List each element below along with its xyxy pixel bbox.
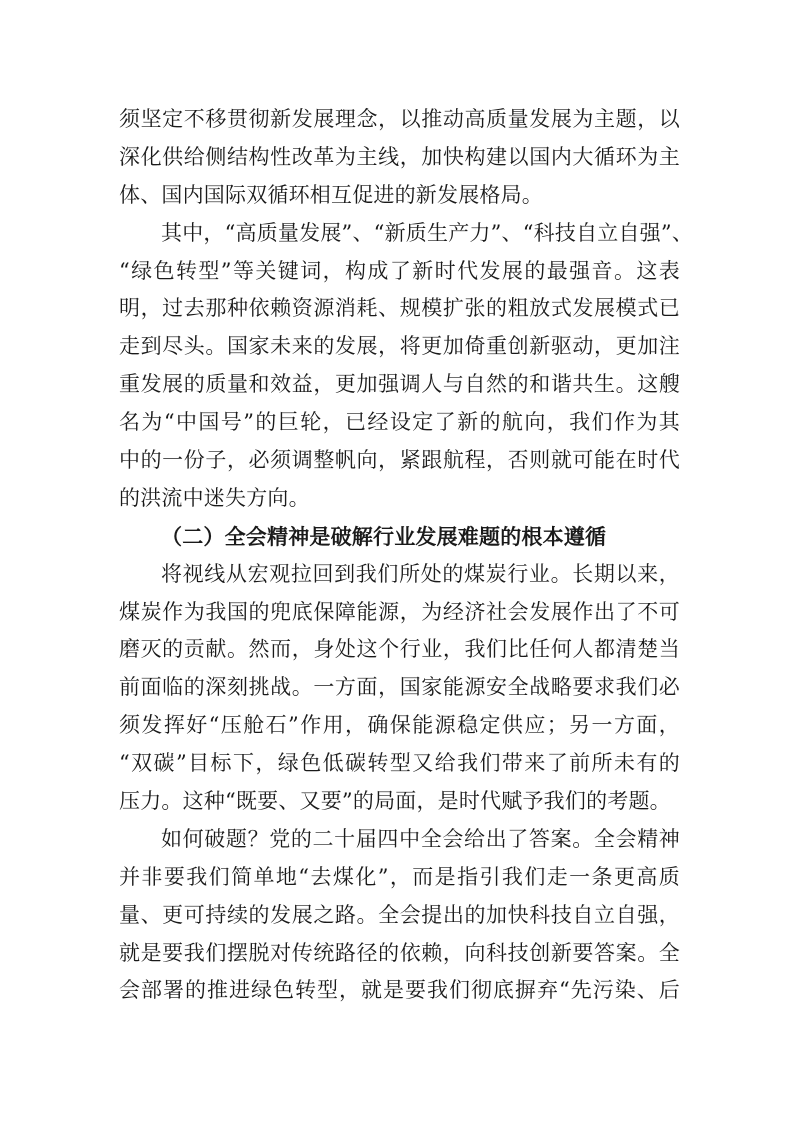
- paragraph-line: “双碳”目标下，绿色低碳转型又给我们带来了前所未有的: [119, 751, 680, 776]
- paragraph-line: 体、国内国际双循环相互促进的新发展格局。: [119, 182, 543, 207]
- document-body: [119, 101, 694, 1010]
- paragraph-line: 须坚定不移贯彻新发展理念，以推动高质量发展为主题，以: [119, 107, 680, 131]
- paragraph-line: 其中，“高质量发展”、“新质生产力”、“科技自立自强”、: [161, 220, 694, 245]
- section-heading: （二）全会精神是破解行业发展难题的根本遵循: [161, 523, 607, 549]
- paragraph-line: 名为“中国号”的巨轮，已经设定了新的航向，我们作为其: [119, 410, 680, 435]
- paragraph-line: 磨灭的贡献。然而，身处这个行业，我们比任何人都清楚当: [119, 637, 680, 662]
- paragraph-line: 如何破题？党的二十届四中全会给出了答案。全会精神: [161, 826, 680, 851]
- paragraph-line: 会部署的推进绿色转型，就是要我们彻底摒弃“先污染、后: [119, 978, 680, 1003]
- paragraph-line: 明，过去那种依赖资源消耗、规模扩张的粗放式发展模式已: [119, 296, 680, 321]
- paragraph-line: 压力。这种“既要、又要”的局面，是时代赋予我们的考题。: [119, 789, 671, 814]
- paragraph-line: 就是要我们摆脱对传统路径的依赖，向科技创新要答案。全: [119, 940, 680, 965]
- paragraph-line: 量、更可持续的发展之路。全会提出的加快科技自立自强，: [119, 902, 680, 927]
- paragraph-line: 并非要我们简单地“去煤化”，而是指引我们走一条更高质: [119, 864, 680, 889]
- paragraph-line: 前面临的深刻挑战。一方面，国家能源安全战略要求我们必: [119, 675, 680, 700]
- paragraph-line: 煤炭作为我国的兜底保障能源，为经济社会发展作出了不可: [119, 599, 680, 624]
- paragraph-line: 重发展的质量和效益，更加强调人与自然的和谐共生。这艘: [119, 372, 680, 397]
- paragraph-line: 的洪流中迷失方向。: [119, 485, 310, 510]
- paragraph-line: 走到尽头。国家未来的发展，将更加倚重创新驱动，更加注: [119, 334, 680, 359]
- paragraph-line: 将视线从宏观拉回到我们所处的煤炭行业。长期以来，: [161, 561, 680, 586]
- paragraph-line: 中的一份子，必须调整帆向，紧跟航程，否则就可能在时代: [119, 448, 680, 473]
- paragraph-line: “绿色转型”等关键词，构成了新时代发展的最强音。这表: [119, 258, 680, 283]
- paragraph-line: 须发挥好“压舱石”作用，确保能源稳定供应；另一方面，: [119, 713, 680, 738]
- paragraph-line: 深化供给侧结构性改革为主线，加快构建以国内大循环为主: [119, 144, 680, 169]
